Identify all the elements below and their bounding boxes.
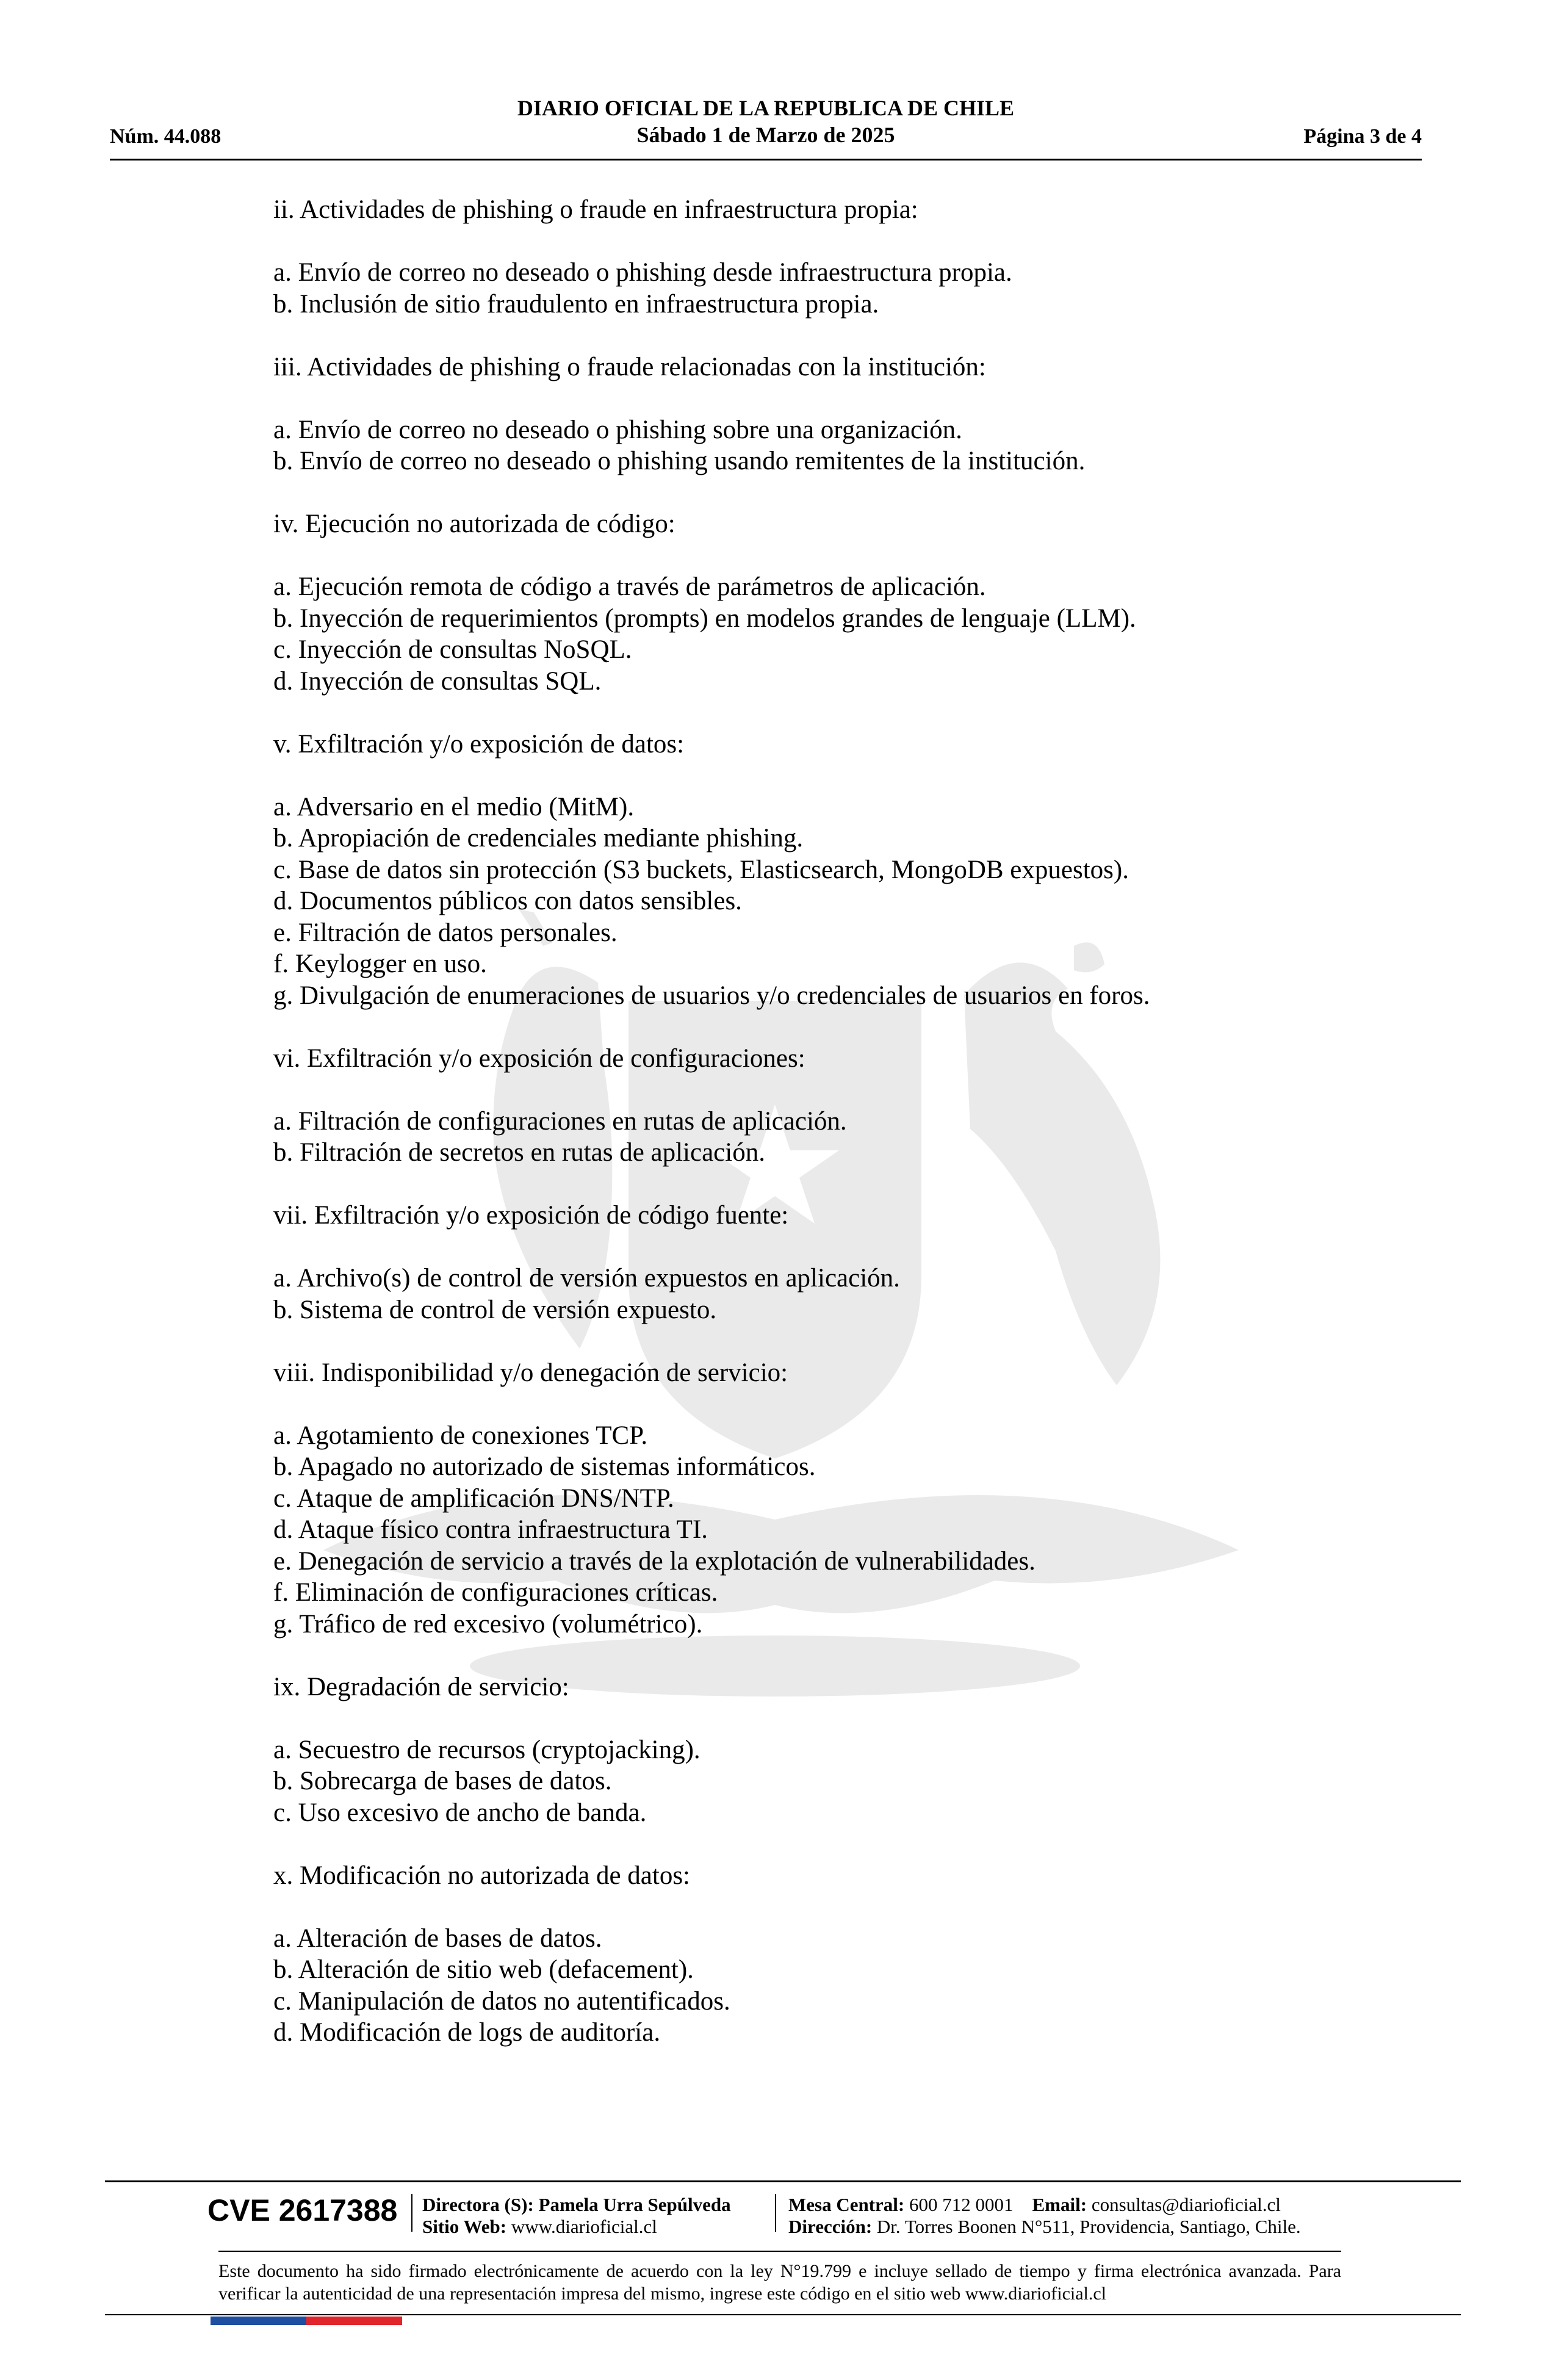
- list-item: g. Divulgación de enumeraciones de usuarios y/o credenciales de usuarios en foros.: [273, 981, 1150, 1010]
- section-heading: x. Modificación no autorizada de datos:: [273, 1861, 691, 1890]
- footer-bottom-divider: [105, 2314, 1461, 2315]
- footer-director-block: [422, 2194, 731, 2238]
- list-item: a. Alteración de bases de datos.: [273, 1924, 602, 1953]
- list-item: a. Filtración de configuraciones en rutas de aplicación.: [273, 1106, 847, 1136]
- blank-line: [273, 383, 1433, 414]
- list-item: a. Agotamiento de conexiones TCP.: [273, 1421, 648, 1450]
- blank-line: [273, 760, 1433, 792]
- footer-separator: [411, 2194, 412, 2232]
- section-heading: vi. Exfiltración y/o exposición de configuraciones:: [273, 1044, 805, 1073]
- website-link[interactable]: www.diarioficial.cl: [511, 2216, 657, 2237]
- blank-line: [273, 1640, 1433, 1671]
- blank-line: [273, 697, 1433, 729]
- blank-line: [273, 1169, 1433, 1200]
- section-heading: ii. Actividades de phishing o fraude en infraestructura propia:: [273, 195, 918, 224]
- list-item: b. Inclusión de sitio fraudulento en infraestructura propia.: [273, 289, 879, 319]
- list-item: a. Adversario en el medio (MitM).: [273, 792, 635, 821]
- page-indicator: Página 3 de 4: [1303, 125, 1422, 148]
- list-item: d. Documentos públicos con datos sensibles.: [273, 887, 742, 915]
- email-link[interactable]: consultas@diarioficial.cl: [1091, 2194, 1281, 2215]
- list-item: d. Ataque físico contra infraestructura TI.: [273, 1515, 708, 1544]
- page-header: [110, 92, 1422, 160]
- publication-title: DIARIO OFICIAL DE LA REPUBLICA DE CHILE: [517, 96, 1015, 120]
- header-center: [110, 95, 1422, 148]
- list-item: g. Tráfico de red excesivo (volumétrico).: [273, 1609, 703, 1639]
- list-item: a. Envío de correo no deseado o phishing desde infraestructura propia.: [273, 258, 1012, 287]
- email-label: Email:: [1032, 2194, 1087, 2215]
- address-label: Dirección:: [788, 2216, 873, 2237]
- list-item: b. Inyección de requerimientos (prompts) en modelos grandes de lenguaje (LLM).: [273, 604, 1136, 633]
- section-heading: iii. Actividades de phishing o fraude relacionadas con la institución:: [273, 352, 986, 381]
- mesa-label: Mesa Central:: [788, 2194, 905, 2215]
- blank-line: [273, 226, 1433, 258]
- list-item: f. Eliminación de configuraciones críticas.: [273, 1578, 718, 1607]
- blank-line: [273, 1388, 1433, 1420]
- blank-line: [273, 1891, 1433, 1923]
- publication-date: Sábado 1 de Marzo de 2025: [636, 123, 895, 147]
- list-item: e. Filtración de datos personales.: [273, 918, 618, 947]
- list-item: e. Denegación de servicio a través de la explotación de vulnerabilidades.: [273, 1546, 1036, 1576]
- list-item: b. Envío de correo no deseado o phishing usando remitentes de la institución.: [273, 447, 1086, 475]
- section-heading: iv. Ejecución no autorizada de código:: [273, 510, 675, 538]
- section-heading: v. Exfiltración y/o exposición de datos:: [273, 729, 685, 759]
- list-item: a. Envío de correo no deseado o phishing sobre una organización.: [273, 415, 962, 444]
- blank-line: [273, 540, 1433, 572]
- website-label: Sitio Web:: [422, 2216, 507, 2237]
- blank-line: [273, 1703, 1433, 1734]
- list-item: b. Apagado no autorizado de sistemas informáticos.: [273, 1452, 816, 1481]
- list-item: b. Alteración de sitio web (defacement).: [273, 1955, 694, 1984]
- footer-contact-block: [788, 2194, 1301, 2238]
- list-item: b. Apropiación de credenciales mediante phishing.: [273, 824, 804, 853]
- mesa-value: 600 712 0001: [909, 2194, 1014, 2215]
- flag-stripe-blue: [211, 2317, 306, 2325]
- signature-notice: Este documento ha sido firmado electrónicamente de acuerdo con la ley N°19.799 e incluye sellado de tiempo y firma electrónica avanzada. Para verificar la autenticidad de una representación impresa del mismo, ingrese este código en el sitio web www.diarioficial.cl: [218, 2261, 1341, 2304]
- footer-top-divider: [105, 2180, 1461, 2182]
- list-item: b. Sistema de control de versión expuesto.: [273, 1295, 717, 1324]
- blank-line: [273, 1011, 1433, 1043]
- list-item: a. Secuestro de recursos (cryptojacking).: [273, 1735, 701, 1764]
- section-heading: viii. Indisponibilidad y/o denegación de servicio:: [273, 1358, 788, 1387]
- list-item: c. Ataque de amplificación DNS/NTP.: [273, 1484, 674, 1513]
- blank-line: [273, 477, 1433, 509]
- footer-mid-divider: [218, 2251, 1341, 2252]
- director-label: Directora (S): Pamela Urra Sepúlveda: [422, 2194, 731, 2215]
- issue-number: Núm. 44.088: [110, 125, 222, 148]
- blank-line: [273, 1325, 1433, 1357]
- list-item: c. Uso excesivo de ancho de banda.: [273, 1798, 647, 1827]
- list-item: a. Ejecución remota de código a través de parámetros de aplicación.: [273, 572, 986, 601]
- list-item: a. Archivo(s) de control de versión expuestos en aplicación.: [273, 1264, 900, 1293]
- cve-code: CVE 2617388: [207, 2193, 398, 2227]
- document-body: [273, 194, 1433, 2049]
- list-item: d. Inyección de consultas SQL.: [273, 666, 602, 696]
- list-item: b. Sobrecarga de bases de datos.: [273, 1767, 612, 1795]
- list-item: d. Modificación de logs de auditoría.: [273, 2018, 661, 2047]
- blank-line: [273, 320, 1433, 352]
- list-item: c. Base de datos sin protección (S3 buckets, Elasticsearch, MongoDB expuestos).: [273, 855, 1129, 884]
- address-value: Dr. Torres Boonen N°511, Providencia, Santiago, Chile.: [876, 2216, 1301, 2237]
- list-item: c. Inyección de consultas NoSQL.: [273, 635, 632, 664]
- list-item: f. Keylogger en uso.: [273, 950, 487, 978]
- blank-line: [273, 1828, 1433, 1860]
- section-heading: ix. Degradación de servicio:: [273, 1672, 569, 1701]
- blank-line: [273, 1231, 1433, 1263]
- list-item: c. Manipulación de datos no autentificados.: [273, 1986, 730, 2016]
- flag-stripe-red: [306, 2317, 402, 2325]
- list-item: b. Filtración de secretos en rutas de aplicación.: [273, 1138, 765, 1167]
- section-heading: vii. Exfiltración y/o exposición de código fuente:: [273, 1201, 789, 1230]
- blank-line: [273, 1074, 1433, 1106]
- footer-separator: [775, 2194, 776, 2232]
